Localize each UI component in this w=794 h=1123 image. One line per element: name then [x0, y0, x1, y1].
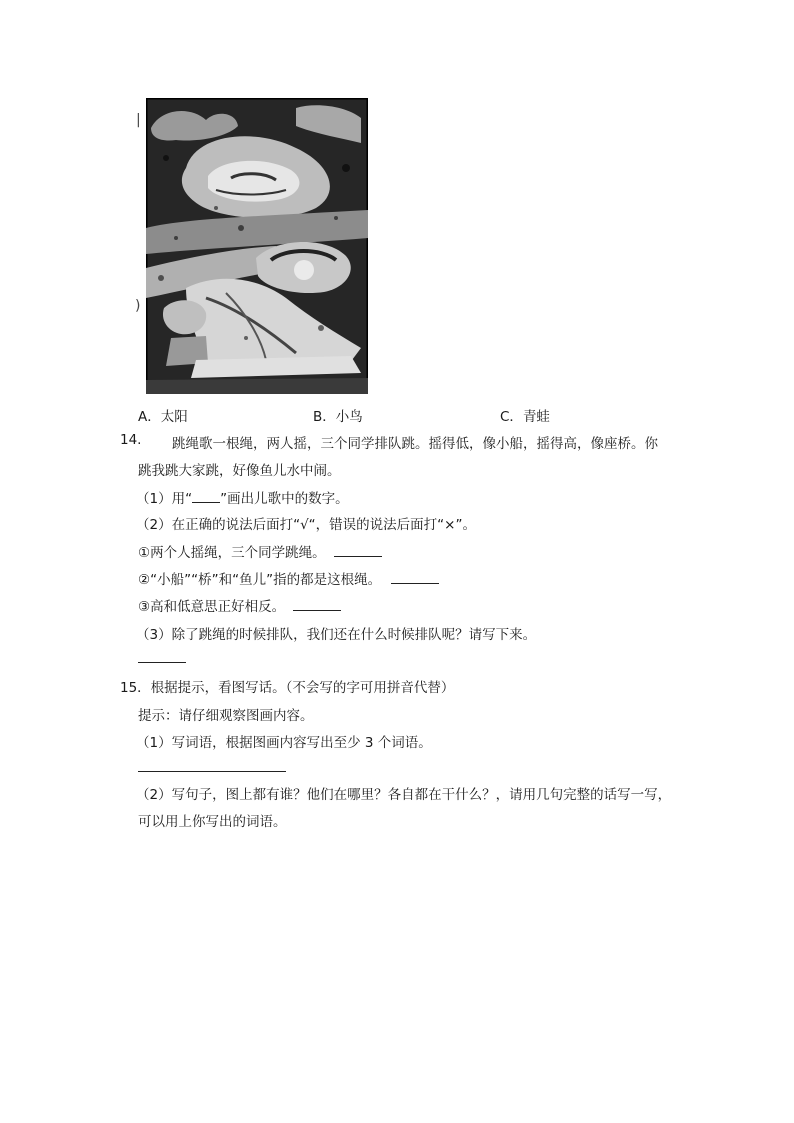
- scan-edge-mark: ): [135, 298, 141, 314]
- item-text: ③高和低意思正好相反。: [138, 599, 286, 615]
- underline-sample: [192, 502, 220, 503]
- sub-question-2-line-2: 可以用上你写出的词语。: [138, 814, 287, 830]
- option-letter: C．: [500, 409, 523, 425]
- poem-line-2: 跳我跳大家跳，好像鱼儿水中闹。: [138, 463, 341, 479]
- sub-question-2: （2）在正确的说法后面打“√“，错误的说法后面打“×”。: [136, 517, 476, 533]
- item-text: ②“小船”“桥”和“鱼儿”指的都是这根绳。: [138, 572, 382, 588]
- judge-item-2: [138, 568, 439, 588]
- sub1-prefix: （1）用“: [136, 491, 193, 507]
- sub-question-1: [136, 487, 349, 507]
- judge-item-1: [138, 541, 382, 561]
- option-letter: A．: [138, 409, 161, 425]
- option-letter: B．: [313, 409, 336, 425]
- option-text: 小鸟: [335, 409, 363, 425]
- question-number: 14.: [120, 432, 142, 448]
- sub-question-2-line-1: （2）写句子，图上都有谁？他们在哪里？各自都在干什么？，请用几句完整的话写一写，: [136, 787, 672, 803]
- scan-edge-mark: |: [136, 112, 141, 128]
- option-text: 太阳: [160, 409, 188, 425]
- item-text: ①两个人摇绳，三个同学跳绳。: [138, 545, 326, 561]
- sub-question-1: （1）写词语，根据图画内容写出至少 3 个词语。: [136, 735, 432, 751]
- answer-blank[interactable]: [391, 583, 439, 584]
- answer-line[interactable]: [138, 648, 186, 663]
- question-15-heading: 15．根据提示，看图写话。（不会写的字可用拼音代替）: [120, 680, 455, 696]
- option-text: 青蛙: [522, 409, 550, 425]
- question-illustration: [146, 98, 368, 394]
- option-c[interactable]: [500, 405, 550, 425]
- hint-text: 提示：请仔细观察图画内容。: [138, 708, 314, 724]
- option-a[interactable]: [138, 405, 188, 425]
- sub1-suffix: ”画出儿歌中的数字。: [220, 491, 349, 507]
- sub-question-3: （3）除了跳绳的时候排队，我们还在什么时候排队呢？请写下来。: [136, 627, 537, 643]
- answer-line[interactable]: [138, 757, 286, 772]
- option-b[interactable]: [313, 405, 363, 425]
- answer-blank[interactable]: [334, 556, 382, 557]
- judge-item-3: [138, 595, 341, 615]
- answer-blank[interactable]: [293, 610, 341, 611]
- poem-line-1: 跳绳歌一根绳，两人摇，三个同学排队跳。摇得低，像小船，摇得高，像座桥。你: [172, 436, 658, 452]
